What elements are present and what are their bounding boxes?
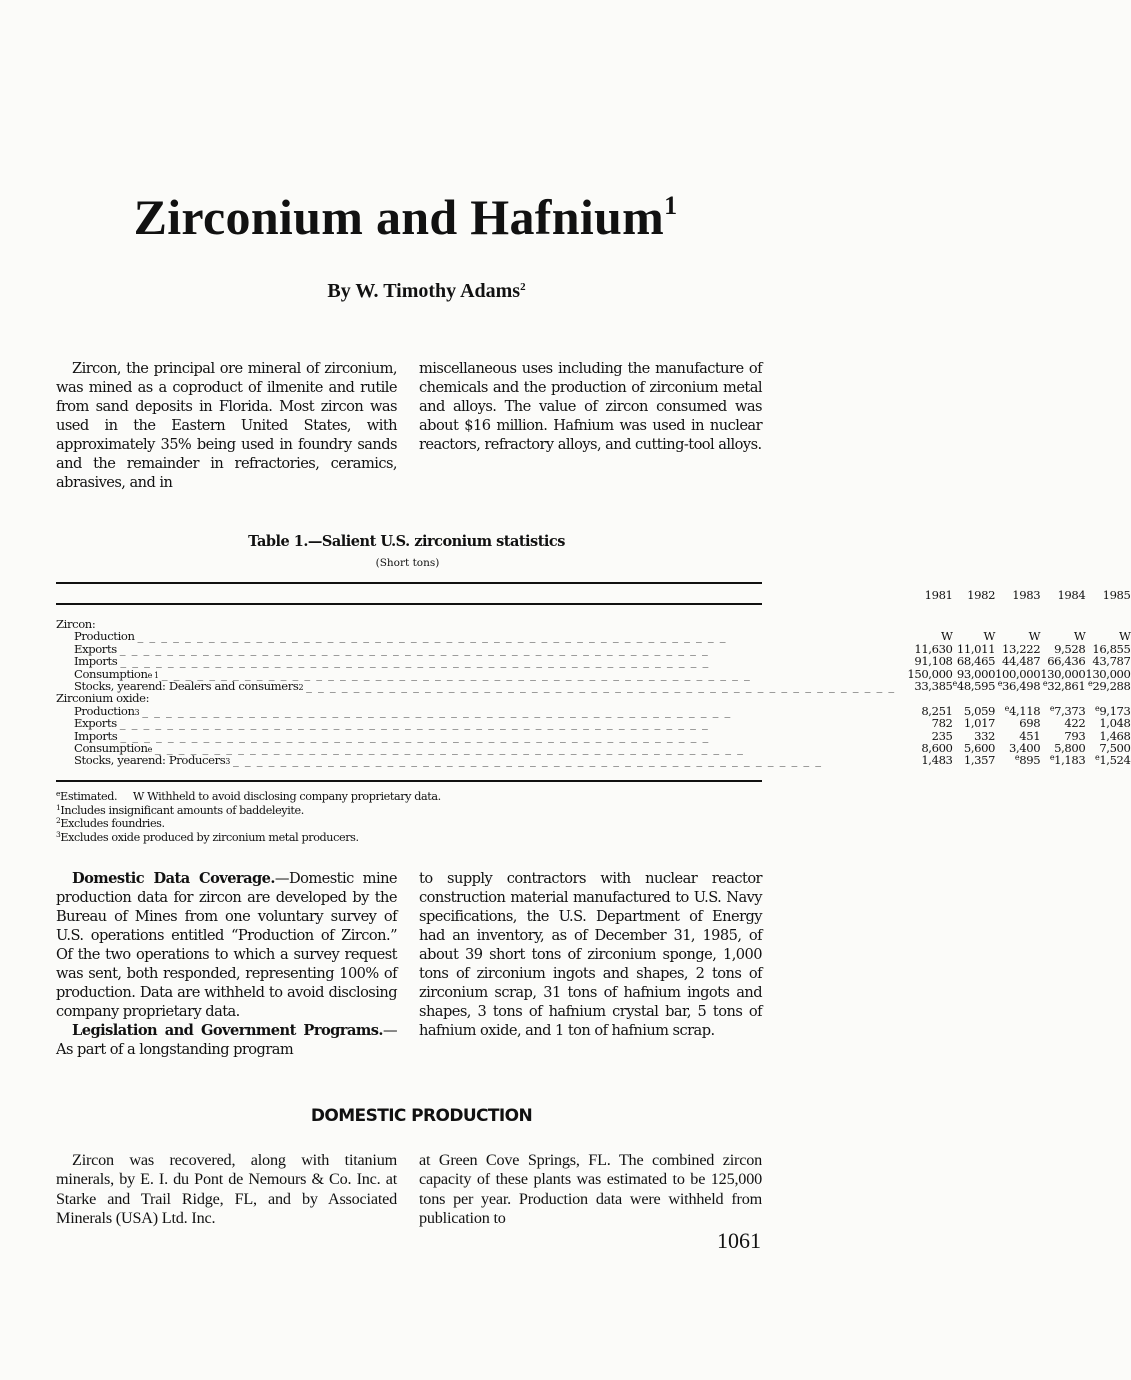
- intro-paragraph: Zircon, the principal ore mineral of zirconium, was mined as a coproduct of ilmenite and rutile from sand deposits in Florida. Most zircon was used in the Eastern United States, with approximately 35% being used in foundry sands and the remainder in refractories, ceramics, abrasives, and in: [56, 360, 397, 491]
- table-cell: [1040, 680, 1085, 692]
- article-title: [0, 188, 873, 246]
- table-body: [56, 604, 1131, 767]
- cell-value: 16,855: [1092, 641, 1131, 656]
- cell-value: 48,595: [956, 679, 996, 694]
- footnote: [56, 831, 556, 845]
- cell-value: 44,487: [1002, 654, 1041, 669]
- cell-value: 895: [1019, 753, 1041, 768]
- row-label-text: Production: [74, 629, 135, 644]
- dot-leader: _ _ _ _ _ _ _ _ _ _ _ _ _ _ _ _ _ _ _ _ _ _ _ _ _ _ _ _ _ _ _ _ _ _ _ _ _ _ _ _ _ _ _ _ _ _ _ _ _ _: [119, 716, 709, 731]
- dot-leader: _ _ _ _ _ _ _ _ _ _ _ _ _ _ _ _ _ _ _ _ _ _ _ _ _ _ _ _ _ _ _ _ _ _ _ _ _ _ _ _ _ _ _ _ _ _ _ _ _ _: [120, 654, 710, 669]
- statistics-table: [56, 586, 1131, 767]
- cell-value: 422: [1064, 716, 1086, 731]
- table-section-heading: Zircon:: [56, 617, 96, 631]
- cell-value: 8,600: [921, 741, 953, 756]
- legislation-paragraph: [56, 1021, 397, 1059]
- row-label: [56, 630, 907, 642]
- cell-value: 3,400: [1009, 741, 1041, 756]
- row-label-text: Imports: [74, 654, 118, 669]
- dot-leader: _ _ _ _ _ _ _ _ _ _ _ _ _ _ _ _ _ _ _ _ _ _ _ _ _ _ _ _ _ _ _ _ _ _ _ _ _ _ _ _ _ _ _ _ _ _ _ _ _ _: [142, 703, 732, 718]
- estimate-mark: e: [1049, 703, 1055, 713]
- coverage-left-column: [56, 869, 397, 1059]
- cell-value: 698: [1019, 716, 1041, 731]
- dot-leader: _ _ _ _ _ _ _ _ _ _ _ _ _ _ _ _ _ _ _ _ _ _ _ _ _ _ _ _ _ _ _ _ _ _ _ _ _ _ _ _ _ _ _ _ _ _ _ _ _ _: [306, 679, 896, 694]
- cell-value: 43,787: [1092, 654, 1131, 669]
- cell-value: 451: [1019, 728, 1041, 743]
- year-column-header: 1983: [1012, 587, 1041, 602]
- footnote-mark: 3: [56, 829, 61, 839]
- cell-value: 235: [931, 728, 953, 743]
- cell-value: 100,000: [995, 666, 1041, 681]
- year-column-header: 1981: [924, 587, 953, 602]
- cell-value: 1,357: [963, 753, 996, 768]
- footnote-text: Excludes foundries.: [60, 817, 165, 831]
- estimate-mark: e: [997, 679, 1003, 689]
- data-coverage-text: —Domestic mine production data for zircon are developed by the Bureau of Mines from one voluntary survey of U.S. operations entitled “Production of Zircon.” Of the two operations to which a survey request was sent, both responded, representing 100% of production. Data are withheld to avoid disclosing company proprietary data.: [56, 870, 398, 1020]
- dot-leader: _ _ _ _ _ _ _ _ _ _ _ _ _ _ _ _ _ _ _ _ _ _ _ _ _ _ _ _ _ _ _ _ _ _ _ _ _ _ _ _ _ _ _ _ _ _ _ _ _ _: [119, 641, 709, 656]
- footnote-mark: 1: [56, 802, 61, 812]
- table-cell: [1085, 680, 1130, 692]
- cell-value: 13,222: [1002, 641, 1041, 656]
- table-cell: [907, 754, 952, 766]
- intro-left-column: [56, 359, 397, 492]
- legislation-text: —As part of a longstanding program: [56, 1022, 397, 1058]
- cell-value: 32,861: [1047, 679, 1086, 694]
- year-column-header: 1984: [1057, 587, 1086, 602]
- cell-value: 130,000: [1040, 666, 1086, 681]
- cell-value: 150,000: [907, 666, 953, 681]
- table-row: [56, 717, 1131, 729]
- estimate-mark: e: [1004, 703, 1009, 713]
- table-cell: [995, 680, 1040, 692]
- table-cell: [953, 754, 996, 766]
- estimate-mark: e: [1094, 703, 1100, 713]
- cell-value: 1,048: [1099, 716, 1131, 731]
- dot-leader: _ _ _ _ _ _ _ _ _ _ _ _ _ _ _ _ _ _ _ _ _ _ _ _ _ _ _ _ _ _ _ _ _ _ _ _ _ _ _ _ _ _ _ _ _ _ _ _ _ _: [137, 629, 727, 644]
- coverage-right-column: [419, 869, 762, 1040]
- cell-value: 68,465: [956, 654, 996, 669]
- table-row: [56, 754, 1131, 766]
- cell-value: 1,017: [963, 716, 996, 731]
- cell-value: 1,483: [921, 753, 953, 768]
- domestic-production-left-column: [56, 1151, 397, 1229]
- cell-value: 1,468: [1099, 728, 1131, 743]
- cell-value: 8,251: [921, 703, 953, 718]
- estimate-mark: e: [1042, 679, 1048, 689]
- table-subtitle-text: (Short tons): [375, 557, 440, 569]
- row-label-text: Stocks, yearend: Producers: [74, 753, 226, 768]
- cell-value: W: [1118, 629, 1131, 644]
- row-label: Consumption e 1 _ _ _ _ _ _ _ _ _ _ _ _ _ _ _ _ _ _ _ _ _ _ _ _ _ _ _ _ _ _ _ _ _ _ _ _ _ _ _ _ _ _ _ _ _ _ _ _ _ _: [56, 668, 907, 680]
- cell-value: 9,173: [1099, 703, 1131, 718]
- dot-leader: _ _ _ _ _ _ _ _ _ _ _ _ _ _ _ _ _ _ _ _ _ _ _ _ _ _ _ _ _ _ _ _ _ _ _ _ _ _ _ _ _ _ _ _ _ _ _ _ _ _: [154, 741, 745, 756]
- cell-value: 332: [974, 728, 996, 743]
- data-coverage-heading: Domestic Data Coverage.: [72, 870, 275, 887]
- cell-value: 36,498: [1002, 679, 1041, 694]
- table-row: [56, 680, 1131, 692]
- table-bottom-rule: [56, 780, 762, 782]
- domestic-production-paragraph-continued: at Green Cove Springs, FL. The combined zircon capacity of these plants was estimated to be 125,000 tons per year. Production data were withheld from publication to: [419, 1151, 762, 1228]
- footnote-mark: e: [56, 789, 61, 798]
- legislation-paragraph-continued: to supply contractors with nuclear reactor construction material manufactured to U.S. Navy specifications, the U.S. Department of Energy had an inventory, as of December 31, 1985, of about 39 short tons of zirconium sponge, 1,000 tons of zirconium ingots and shapes, 2 tons of zirconium scrap, 31 tons of hafnium ingots and shapes, 3 tons of hafnium crystal bar, 5 tons of hafnium oxide, and 1 ton of hafnium scrap.: [419, 870, 762, 1039]
- table-top-rule: [56, 582, 762, 584]
- table-footnotes: [56, 790, 556, 844]
- row-label: [56, 655, 907, 667]
- table-title-text: Table 1.—Salient U.S. zirconium statistics: [248, 533, 565, 550]
- footnote: [56, 817, 556, 831]
- legislation-heading: Legislation and Government Programs.: [72, 1022, 383, 1039]
- table-subtitle: [0, 557, 873, 569]
- section-heading-text: DOMESTIC PRODUCTION: [310, 1106, 533, 1126]
- section-heading-domestic-production: [0, 1106, 873, 1126]
- cell-value: 7,373: [1054, 703, 1086, 718]
- dot-leader: _ _ _ _ _ _ _ _ _ _ _ _ _ _ _ _ _ _ _ _ _ _ _ _ _ _ _ _ _ _ _ _ _ _ _ _ _ _ _ _ _ _ _ _ _ _ _ _ _ _: [120, 728, 710, 743]
- cell-value: 29,288: [1092, 679, 1131, 694]
- table-cell: [995, 754, 1040, 766]
- cell-value: 5,059: [963, 703, 996, 718]
- table-cell: [1040, 754, 1085, 766]
- byline: [0, 280, 873, 303]
- year-column-header: 1985: [1102, 587, 1131, 602]
- row-label: Stocks, yearend: Dealers and consumers 2 _ _ _ _ _ _ _ _ _ _ _ _ _ _ _ _ _ _ _ _ _ _ _ _ _ _ _ _ _ _ _ _ _ _ _ _ _ _ _ _ _ _ _ _ _ _ _ _ _ _: [74, 679, 896, 694]
- year-column-header: 1982: [967, 587, 996, 602]
- cell-value: 9,528: [1054, 641, 1086, 656]
- dot-leader: _ _ _ _ _ _ _ _ _ _ _ _ _ _ _ _ _ _ _ _ _ _ _ _ _ _ _ _ _ _ _ _ _ _ _ _ _ _ _ _ _ _ _ _ _ _ _ _ _ _: [161, 666, 751, 681]
- cell-value: W: [1028, 629, 1041, 644]
- cell-value: 5,800: [1054, 741, 1086, 756]
- row-label: Consumption e _ _ _ _ _ _ _ _ _ _ _ _ _ _ _ _ _ _ _ _ _ _ _ _ _ _ _ _ _ _ _ _ _ _ _ _ _ _ _ _ _ _ _ _ _ _ _ _ _ _: [56, 742, 907, 754]
- cell-value: W: [983, 629, 996, 644]
- cell-value: 1,183: [1054, 753, 1086, 768]
- domestic-production-paragraph: Zircon was recovered, along with titanium minerals, by E. I. du Pont de Nemours & Co. Inc. at Starke and Trail Ridge, FL, and by Associated Minerals (USA) Ltd. Inc.: [56, 1151, 397, 1228]
- footnote: [56, 790, 556, 804]
- row-label-text: Consumption: [74, 666, 148, 681]
- intro-right-column: [419, 359, 762, 454]
- row-label-text: Stocks, yearend: Dealers and consumers: [74, 679, 299, 694]
- domestic-production-right-column: [419, 1151, 762, 1229]
- row-label-text: Consumption: [74, 741, 148, 756]
- spacer-row: [56, 604, 1131, 618]
- cell-value: W: [941, 629, 953, 644]
- cell-value: 66,436: [1047, 654, 1086, 669]
- row-label: Stocks, yearend: Producers 3 _ _ _ _ _ _ _ _ _ _ _ _ _ _ _ _ _ _ _ _ _ _ _ _ _ _ _ _ _ _ _ _ _ _ _ _ _ _ _ _ _ _ _ _ _ _ _ _ _ _: [56, 754, 907, 766]
- table-cell: [1085, 754, 1130, 766]
- page-number: 1061: [717, 1228, 761, 1253]
- row-label: [56, 717, 907, 729]
- table-cell: [953, 680, 996, 692]
- footnote-text: Excludes oxide produced by zirconium metal producers.: [60, 830, 359, 844]
- cell-value: 782: [931, 716, 953, 731]
- data-coverage-paragraph: [56, 869, 397, 1021]
- byline-text: By W. Timothy Adams: [327, 280, 521, 302]
- cell-value: 7,500: [1099, 741, 1131, 756]
- cell-value: 130,000: [1085, 666, 1131, 681]
- footnote-mark: 2: [56, 816, 61, 826]
- row-label-text: Exports: [74, 716, 117, 731]
- cell-value: 1,524: [1099, 753, 1131, 768]
- footnote-text: Includes insignificant amounts of baddeleyite.: [60, 803, 304, 817]
- table-cell: [907, 680, 952, 692]
- row-label-text: Exports: [74, 641, 117, 656]
- cell-value: 91,108: [914, 654, 953, 669]
- intro-paragraph-continued: miscellaneous uses including the manufacture of chemicals and the production of zirconium metal and alloys. The value of zircon consumed was about $16 million. Hafnium was used in nuclear reactors, refractory alloys, and cutting-tool alloys.: [419, 360, 762, 453]
- footnote-text: Estimated. W Withheld to avoid disclosing company proprietary data.: [60, 790, 441, 803]
- estimate-mark: e: [1088, 679, 1093, 689]
- cell-value: W: [1073, 629, 1086, 644]
- table-title: [0, 533, 873, 550]
- cell-value: 793: [1064, 728, 1086, 743]
- footnote: [56, 804, 556, 818]
- table-section-heading: Zirconium oxide:: [56, 691, 150, 706]
- estimate-mark: e: [952, 679, 957, 689]
- cell-value: 93,000: [956, 666, 996, 681]
- cell-value: 11,011: [956, 641, 996, 656]
- title-footnote-mark: 1: [664, 191, 678, 220]
- label-column-header: [56, 586, 907, 604]
- article-title-text: Zirconium and Hafnium: [133, 189, 665, 245]
- dot-leader: _ _ _ _ _ _ _ _ _ _ _ _ _ _ _ _ _ _ _ _ _ _ _ _ _ _ _ _ _ _ _ _ _ _ _ _ _ _ _ _ _ _ _ _ _ _ _ _ _ _: [233, 753, 823, 768]
- estimate-mark: e: [1049, 753, 1055, 763]
- estimate-mark: e: [1094, 753, 1100, 763]
- cell-value: 5,600: [963, 741, 996, 756]
- cell-value: 33,385: [914, 679, 953, 694]
- cell-value: 4,118: [1009, 703, 1041, 718]
- row-label-text: Production: [74, 703, 135, 718]
- cell-value: 11,630: [914, 641, 953, 656]
- byline-footnote-mark: 2: [520, 281, 526, 293]
- row-label: Production 3 _ _ _ _ _ _ _ _ _ _ _ _ _ _ _ _ _ _ _ _ _ _ _ _ _ _ _ _ _ _ _ _ _ _ _ _ _ _ _ _ _ _ _ _ _ _ _ _ _ _: [56, 705, 907, 717]
- table-header-row: [56, 586, 1131, 604]
- estimate-mark: e: [1014, 753, 1020, 763]
- row-label-text: Imports: [74, 728, 118, 743]
